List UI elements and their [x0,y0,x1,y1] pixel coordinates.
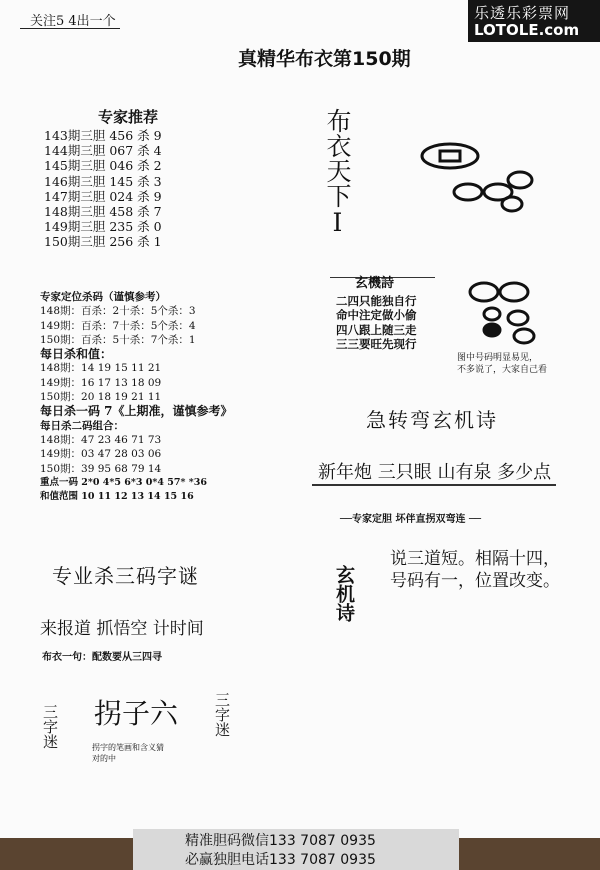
zhuanye-heading: 专业杀三码字谜 [52,564,199,588]
list-item: 148期：14 19 15 11 21 [40,362,162,375]
jizhuan-heading: 急转弯玄机诗 [366,408,498,432]
divider [312,484,556,486]
top-note: 关注5 4出一个 [30,14,116,29]
list-item: 149期：16 17 13 18 09 [40,376,162,389]
list-item: 150期：39 95 68 79 14 [40,462,162,475]
list-item: 149期三胆 235 杀 0 [44,219,162,235]
sanzimi-left: 三字迷 [41,704,59,749]
expert-dingdan: ──专家定胆 坏伴直拐双弯连 ── [340,514,482,525]
poem-line: 命中注定做小偷 [336,308,417,323]
coins-illustration [462,278,552,348]
guaizi-note: 拐字的笔画和含义猜 对的中 [92,743,164,763]
list-item: 150期：百杀：5十杀：7个杀：1 [40,333,196,346]
list-item: 148期：百杀：2十杀：5个杀：3 [40,305,196,318]
list-item: 150期三胆 256 杀 1 [44,234,162,250]
divider [20,28,120,29]
buyi-quote: 布衣一句：配数要从三四寻 [42,652,162,663]
footer-wechat: 精准胆码微信133 7087 0935 [185,833,376,849]
daily-sum-title: 每日杀和值： [40,347,113,362]
guaizi-riddle: 拐子六 [94,697,179,730]
list-item: 144期三胆 067 杀 4 [44,143,162,159]
list-item: 150期：20 18 19 21 11 [40,391,162,404]
coins-illustration [412,140,542,220]
position-block [40,290,233,504]
xuanji-note: 图中号码明显易见， 不多说了，大家自己看 [457,353,548,375]
page-title: 真精华布衣第150期 [238,48,411,70]
one-code: 每日杀一码 7《上期准，谨慎参考》 [40,404,233,419]
list-item: 145期三胆 046 杀 2 [44,158,162,174]
sanzimi-right: 三字迷 [213,692,231,737]
list-item: 146期三胆 145 杀 3 [44,173,162,189]
poem-line: 四八跟上随三走 [336,322,417,337]
two-code-title: 每日杀二码组合： [40,419,124,432]
list-item: 149期：百杀：7十杀：5个杀：4 [40,319,196,332]
xuanji-poem [336,294,417,351]
expert-list [44,128,162,250]
poem-line: 二四只能独自行 [336,294,417,308]
xinnian-riddle: 新年炮 三只眼 山有泉 多少点 [318,462,552,483]
laibao-riddle: 来报道 抓悟空 计时间 [40,619,204,639]
list-item: 148期：47 23 46 71 73 [40,433,162,446]
position-title: 专家定位杀码（谨慎参考） [40,291,166,303]
xuanji-vertical: 玄机诗 [333,565,355,622]
riddle-text: 说三道短。相隔十四， 号码有一，位置改变。 [390,549,560,591]
footer-phone: 必赢独胆电话133 7087 0935 [185,852,376,868]
list-item: 148期三胆 458 杀 7 [44,204,162,220]
buyi-heading: 布衣天下I [323,108,352,237]
sum-range: 和值范围 10 11 12 13 14 15 16 [40,491,194,503]
key-code: 重点一码 2*0 4*5 6*3 0*4 57* *36 [40,476,207,488]
xuanji-title: 玄機詩 [355,276,395,291]
list-item: 143期三胆 456 杀 9 [44,128,162,143]
watermark-en: LOTOLE.com [474,21,580,39]
list-item: 149期：03 47 28 03 06 [40,448,162,461]
poem-line: 三三要旺先现行 [336,336,417,351]
watermark [468,0,600,42]
expert-title: 专家推荐 [98,108,159,126]
watermark-cn: 乐透乐彩票网 [474,4,571,22]
list-item: 147期三胆 024 杀 9 [44,188,162,204]
